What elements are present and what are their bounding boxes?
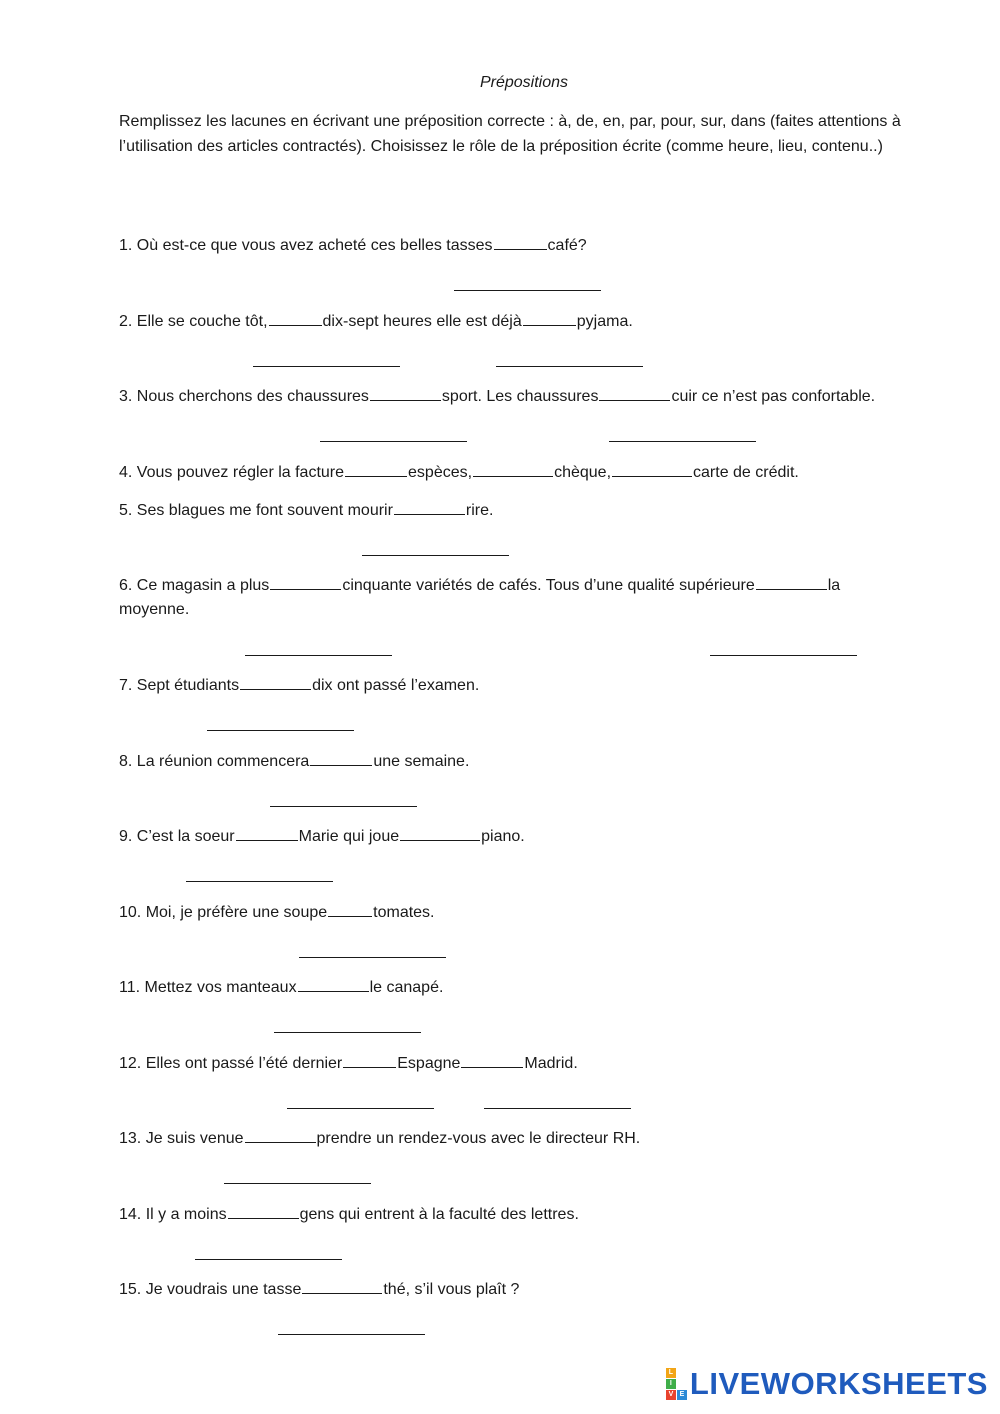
- question-text: thé, s’il vous plaît ?: [383, 1281, 520, 1298]
- question-3: [119, 385, 875, 409]
- fill-gap[interactable]: [599, 385, 670, 401]
- fill-gap[interactable]: [473, 461, 553, 477]
- fill-gap[interactable]: [328, 901, 372, 917]
- question-text: 15. Je voudrais une tasse: [119, 1281, 302, 1298]
- answer-line[interactable]: [245, 655, 392, 656]
- question-8: [119, 750, 469, 774]
- fill-gap[interactable]: [245, 1127, 316, 1143]
- fill-gap[interactable]: [236, 825, 298, 841]
- fill-gap[interactable]: [494, 234, 547, 250]
- question-text: 7. Sept étudiants: [119, 677, 240, 694]
- question-text: 8. La réunion commencera: [119, 753, 310, 770]
- logo-mark-icon: L I V E: [666, 1368, 687, 1400]
- answer-line[interactable]: [362, 555, 509, 556]
- fill-gap[interactable]: [523, 310, 576, 326]
- question-text: carte de crédit.: [693, 464, 799, 481]
- question-text: 13. Je suis venue: [119, 1130, 244, 1147]
- question-text: dix ont passé l’examen.: [312, 677, 480, 694]
- question-text: Espagne: [397, 1055, 461, 1072]
- question-text: 5. Ses blagues me font souvent mourir: [119, 502, 393, 519]
- question-text: 10. Moi, je préfère une soupe: [119, 904, 328, 921]
- question-text: gens qui entrent à la faculté des lettres.: [299, 1206, 579, 1223]
- answer-line[interactable]: [320, 441, 467, 442]
- fill-gap[interactable]: [461, 1052, 523, 1068]
- answer-line[interactable]: [287, 1108, 434, 1109]
- answer-line[interactable]: [186, 881, 333, 882]
- question-text: rire.: [465, 502, 494, 519]
- fill-gap[interactable]: [310, 750, 372, 766]
- question-text: cuir ce n’est pas confortable.: [671, 388, 876, 405]
- question-15: [119, 1278, 519, 1302]
- question-text: prendre un rendez-vous avec le directeur RH.: [316, 1130, 641, 1147]
- answer-line[interactable]: [484, 1108, 631, 1109]
- answer-line[interactable]: [195, 1259, 342, 1260]
- question-6: [119, 574, 899, 622]
- question-9: [119, 825, 525, 849]
- question-text: dix-sept heures elle est déjà: [322, 313, 522, 330]
- fill-gap[interactable]: [345, 461, 407, 477]
- worksheet-title: Prépositions: [479, 74, 569, 91]
- answer-line[interactable]: [270, 806, 417, 807]
- question-text: Marie qui joue: [298, 828, 400, 845]
- question-1: [119, 234, 587, 258]
- question-text: piano.: [481, 828, 525, 845]
- answer-line[interactable]: [609, 441, 756, 442]
- answer-line[interactable]: [207, 730, 354, 731]
- question-text: la moyenne.: [119, 577, 841, 618]
- question-text: 12. Elles ont passé l’été dernier: [119, 1055, 343, 1072]
- fill-gap[interactable]: [756, 574, 827, 590]
- fill-gap[interactable]: [394, 499, 465, 515]
- question-text: tomates.: [373, 904, 435, 921]
- fill-gap[interactable]: [269, 310, 322, 326]
- question-text: Madrid.: [524, 1055, 578, 1072]
- question-text: 2. Elle se couche tôt,: [119, 313, 268, 330]
- answer-line[interactable]: [496, 366, 643, 367]
- question-12: [119, 1052, 578, 1076]
- fill-gap[interactable]: [400, 825, 480, 841]
- answer-line[interactable]: [253, 366, 400, 367]
- question-14: [119, 1203, 579, 1227]
- question-text: 14. Il y a moins: [119, 1206, 227, 1223]
- fill-gap[interactable]: [612, 461, 692, 477]
- question-2: [119, 310, 633, 334]
- fill-gap[interactable]: [240, 674, 311, 690]
- answer-line[interactable]: [299, 957, 446, 958]
- fill-gap[interactable]: [228, 1203, 299, 1219]
- question-13: [119, 1127, 640, 1151]
- question-text: cinquante variétés de cafés. Tous d’une qualité supérieure: [342, 577, 755, 594]
- question-7: [119, 674, 479, 698]
- answer-line[interactable]: [274, 1032, 421, 1033]
- question-text: 11. Mettez vos manteaux: [119, 979, 297, 996]
- liveworksheets-logo[interactable]: [666, 1366, 988, 1402]
- question-text: 9. C’est la soeur: [119, 828, 235, 845]
- fill-gap[interactable]: [298, 976, 369, 992]
- question-text: chèque,: [554, 464, 612, 481]
- question-11: [119, 976, 443, 1000]
- question-text: espèces,: [408, 464, 473, 481]
- fill-gap[interactable]: [270, 574, 341, 590]
- question-text: 6. Ce magasin a plus: [119, 577, 270, 594]
- answer-line[interactable]: [454, 290, 601, 291]
- fill-gap[interactable]: [343, 1052, 396, 1068]
- instructions: Remplissez les lacunes en écrivant une préposition correcte : à, de, en, par, pour, sur, dans (faites attentions à l’utilisation des articles contractés). Choisissez le rôle de la préposition écrite (comme heure, lieu, contenu..): [119, 113, 901, 155]
- question-text: 3. Nous cherchons des chaussures: [119, 388, 369, 405]
- answer-line[interactable]: [224, 1183, 371, 1184]
- question-10: [119, 901, 435, 925]
- question-text: 1. Où est-ce que vous avez acheté ces belles tasses: [119, 237, 493, 254]
- question-text: 4. Vous pouvez régler la facture: [119, 464, 345, 481]
- logo-text: LIVEWORKSHEETS: [689, 1366, 988, 1401]
- answer-line[interactable]: [278, 1334, 425, 1335]
- fill-gap[interactable]: [370, 385, 441, 401]
- fill-gap[interactable]: [302, 1278, 382, 1294]
- question-text: le canapé.: [369, 979, 444, 996]
- question-text: café?: [547, 237, 587, 254]
- question-text: pyjama.: [576, 313, 633, 330]
- question-5: [119, 499, 493, 523]
- answer-line[interactable]: [710, 655, 857, 656]
- question-4: [119, 461, 799, 485]
- question-text: sport. Les chaussures: [441, 388, 599, 405]
- question-text: une semaine.: [373, 753, 470, 770]
